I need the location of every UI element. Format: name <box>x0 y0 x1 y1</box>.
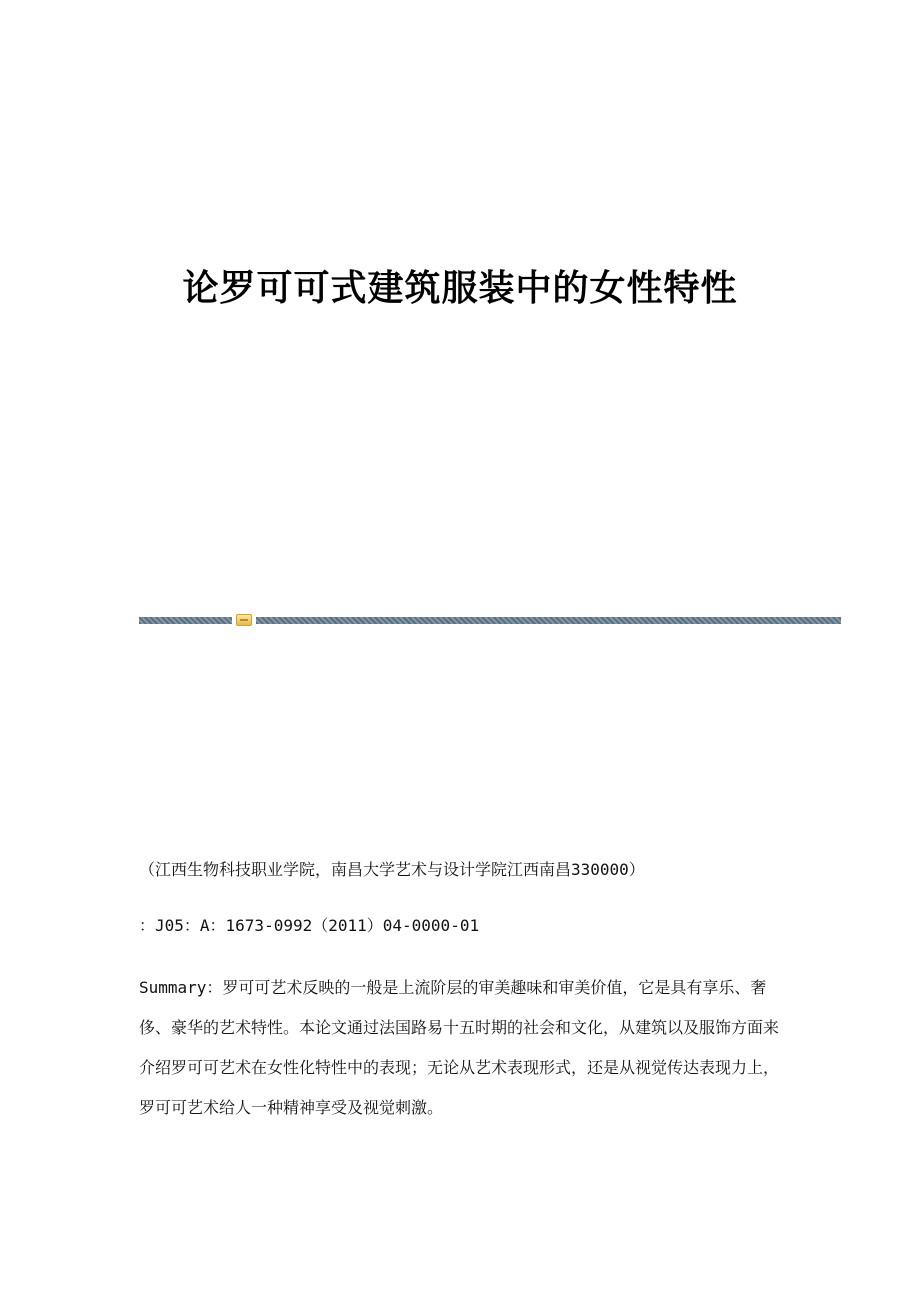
divider-bar-left <box>139 617 232 624</box>
author-affiliation: （江西生物科技职业学院，南昌大学艺术与设计学院江西南昌330000） <box>139 860 645 879</box>
document-title: 论罗可可式建筑服装中的女性特性 <box>182 267 738 309</box>
classification-codes: ：J05：A：1673-0992（2011）04-0000-01 <box>139 916 480 935</box>
summary-paragraph: Summary：罗可可艺术反映的一般是上流阶层的审美趣味和审美价值，它是具有享乐、奢侈、豪华的艺术特性。本论文通过法国路易十五时期的社会和文化，从建筑以及服饰方面来介绍罗可可艺术在女性化特性中的表现；无论从艺术表现形式，还是从视觉传达表现力上，罗可可艺术给人一种精神享受及视觉刺激。 <box>139 978 780 1117</box>
decorative-divider <box>139 614 841 626</box>
divider-bar-right <box>256 617 841 624</box>
divider-ornament-icon <box>236 614 252 626</box>
